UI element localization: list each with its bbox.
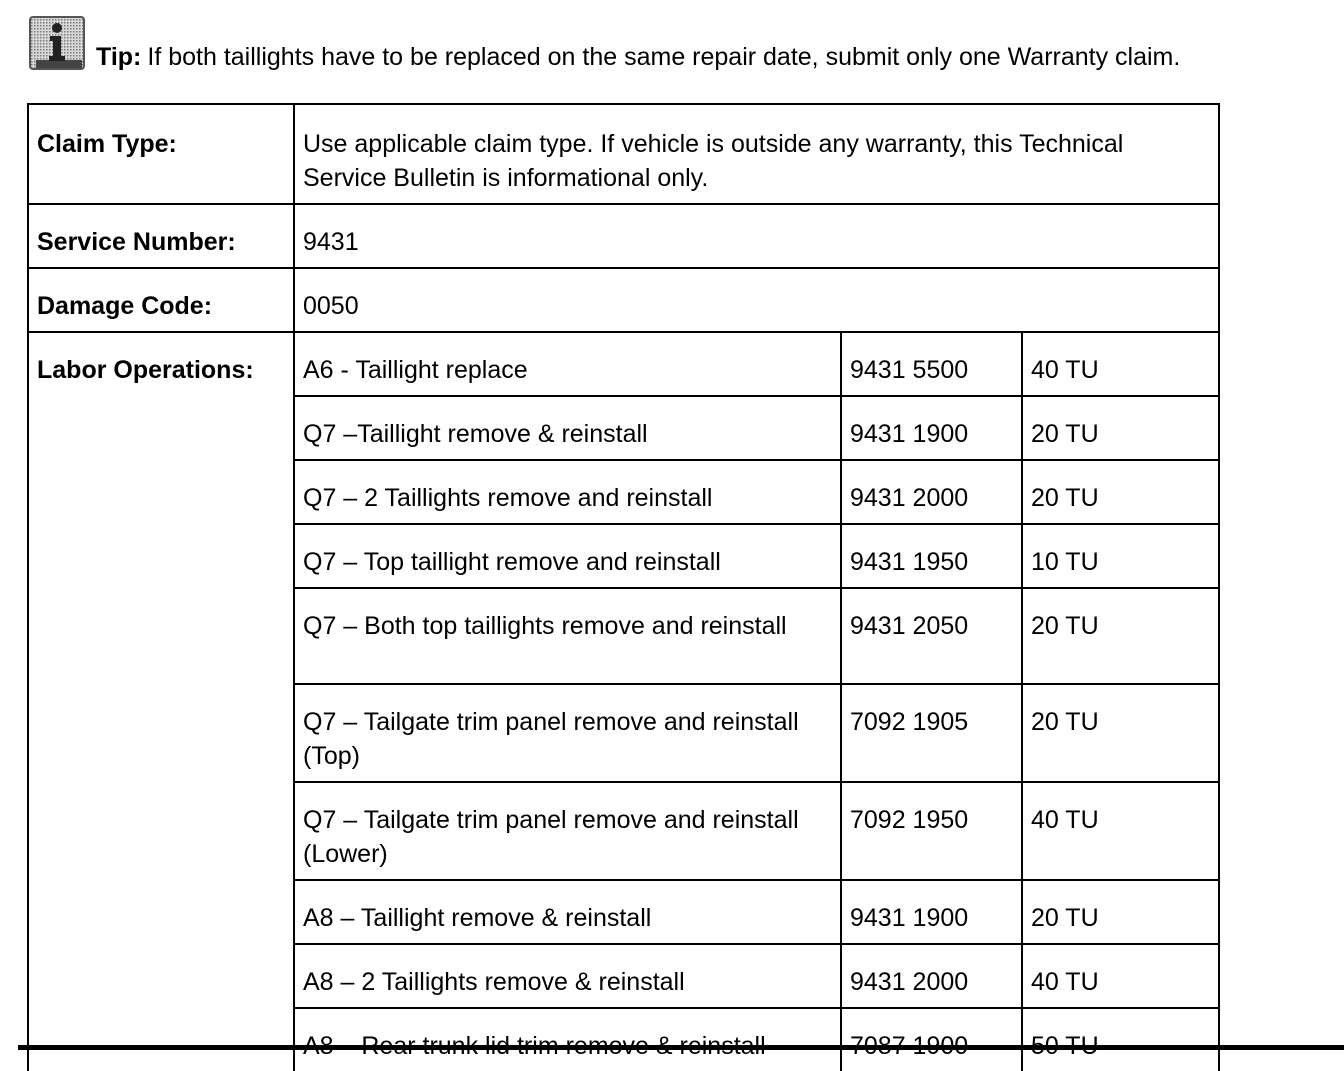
labor-description: Q7 – Top taillight remove and reinstall: [294, 524, 841, 588]
labor-code: 9431 2000: [841, 944, 1022, 1008]
damage-code-row: [28, 268, 1219, 332]
labor-code: 7092 1950: [841, 782, 1022, 880]
tip-text-line: [96, 42, 1180, 72]
labor-time: 40 TU: [1022, 944, 1219, 1008]
service-number-row: [28, 204, 1219, 268]
tip-note: [28, 12, 1180, 72]
labor-code: 9431 1900: [841, 396, 1022, 460]
labor-code: [841, 1008, 1022, 1071]
page-bottom-rule: [18, 1045, 1344, 1050]
labor-time: 10 TU: [1022, 524, 1219, 588]
damage-code-label: Damage Code:: [28, 268, 294, 332]
claim-type-label: Claim Type:: [28, 104, 294, 204]
service-number-value: 9431: [294, 204, 1219, 268]
claim-type-value: Use applicable claim type. If vehicle is outside any warranty, this Technical Service Bulletin is informational only.: [294, 104, 1219, 204]
tip-label: Tip:: [96, 43, 142, 71]
labor-code: 9431 2050: [841, 588, 1022, 684]
labor-operation-row: [28, 332, 1219, 396]
labor-time: 20 TU: [1022, 880, 1219, 944]
labor-code: 9431 1950: [841, 524, 1022, 588]
labor-time: 20 TU: [1022, 588, 1219, 684]
labor-time: 20 TU: [1022, 396, 1219, 460]
labor-description: A8 – 2 Taillights remove & reinstall: [294, 944, 841, 1008]
info-icon: [28, 16, 88, 72]
labor-code: 7092 1905: [841, 684, 1022, 782]
damage-code-value: 0050: [294, 268, 1219, 332]
labor-time: 40 TU: [1022, 332, 1219, 396]
labor-description: Q7 –Taillight remove & reinstall: [294, 396, 841, 460]
labor-time: 40 TU: [1022, 782, 1219, 880]
service-number-label: Service Number:: [28, 204, 294, 268]
labor-code: 9431 5500: [841, 332, 1022, 396]
labor-description: Q7 – Both top taillights remove and reinstall: [294, 588, 841, 684]
labor-description: Q7 – Tailgate trim panel remove and reinstall (Top): [294, 684, 841, 782]
labor-description: Q7 – Tailgate trim panel remove and reinstall (Lower): [294, 782, 841, 880]
labor-description: [294, 1008, 841, 1071]
labor-time: [1022, 1008, 1219, 1071]
labor-time: 20 TU: [1022, 460, 1219, 524]
claim-type-row: [28, 104, 1219, 204]
warranty-claim-table: [27, 103, 1220, 1071]
labor-operations-label: Labor Operations:: [28, 332, 294, 1071]
labor-description: A6 - Taillight replace: [294, 332, 841, 396]
labor-description: A8 – Taillight remove & reinstall: [294, 880, 841, 944]
labor-time: 20 TU: [1022, 684, 1219, 782]
labor-description: Q7 – 2 Taillights remove and reinstall: [294, 460, 841, 524]
labor-code: 9431 1900: [841, 880, 1022, 944]
labor-code: 9431 2000: [841, 460, 1022, 524]
tip-text: If both taillights have to be replaced on the same repair date, submit only one Warranty claim.: [147, 43, 1181, 71]
